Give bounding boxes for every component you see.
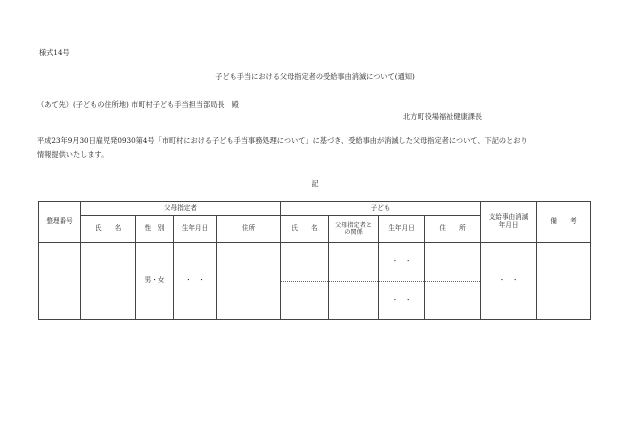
recipient-line: （あて先）(子どもの住所地) 市町村子ども手当担当部局長 殿: [37, 100, 239, 109]
group-child-header: 子ども: [281, 202, 481, 216]
child-name-cell-2[interactable]: [281, 282, 329, 320]
ki-heading: 記: [311, 179, 319, 188]
child-address-cell-1[interactable]: [425, 243, 481, 282]
parent-name-cell[interactable]: [81, 243, 136, 320]
child-relation-header: 父母指定者との関係: [329, 216, 379, 243]
group-parent-header: 父母指定者: [81, 202, 281, 216]
notification-table: [38, 201, 591, 320]
child-name-header: 氏 名: [281, 216, 329, 243]
sender-line: 北方町役場福祉健康課長: [403, 112, 483, 121]
col-seiri-header: 整理番号: [39, 202, 81, 243]
document-title: 子ども手当における父母指定者の受給事由消滅について(通知): [215, 72, 415, 81]
parent-birth-header: 生年月日: [174, 216, 217, 243]
child-birth-cell-1[interactable]: ・ ・: [379, 243, 425, 282]
col-reason-header: 支給事由消滅年月日: [481, 202, 537, 243]
remarks-cell[interactable]: [537, 243, 591, 320]
child-relation-cell-2[interactable]: [329, 282, 379, 320]
parent-address-cell[interactable]: [217, 243, 281, 320]
child-address-header: 住 所: [425, 216, 481, 243]
parent-address-header: 住所: [217, 216, 281, 243]
parent-sex-cell[interactable]: 男・女: [136, 243, 174, 320]
child-birth-header: 生年月日: [379, 216, 425, 243]
body-text-line-2: 情報提供いたします。: [37, 150, 109, 159]
child-name-cell-1[interactable]: [281, 243, 329, 282]
parent-sex-header: 性 別: [136, 216, 174, 243]
body-text-line-1: 平成23年9月30日雇児発0930第4号「市町村における子ども手当事務処理について」に基づき、受給事由が消滅した父母指定者について、下記のとおり: [37, 136, 528, 145]
form-number: 様式14号: [39, 48, 70, 57]
col-remarks-header: 備 考: [537, 202, 591, 243]
reason-date-cell[interactable]: ・ ・: [481, 243, 537, 320]
child-birth-cell-2[interactable]: ・ ・: [379, 282, 425, 320]
child-relation-cell-1[interactable]: [329, 243, 379, 282]
parent-birth-cell[interactable]: ・ ・: [174, 243, 217, 320]
parent-name-header: 氏 名: [81, 216, 136, 243]
seiri-cell[interactable]: [39, 243, 81, 320]
child-address-cell-2[interactable]: [425, 282, 481, 320]
